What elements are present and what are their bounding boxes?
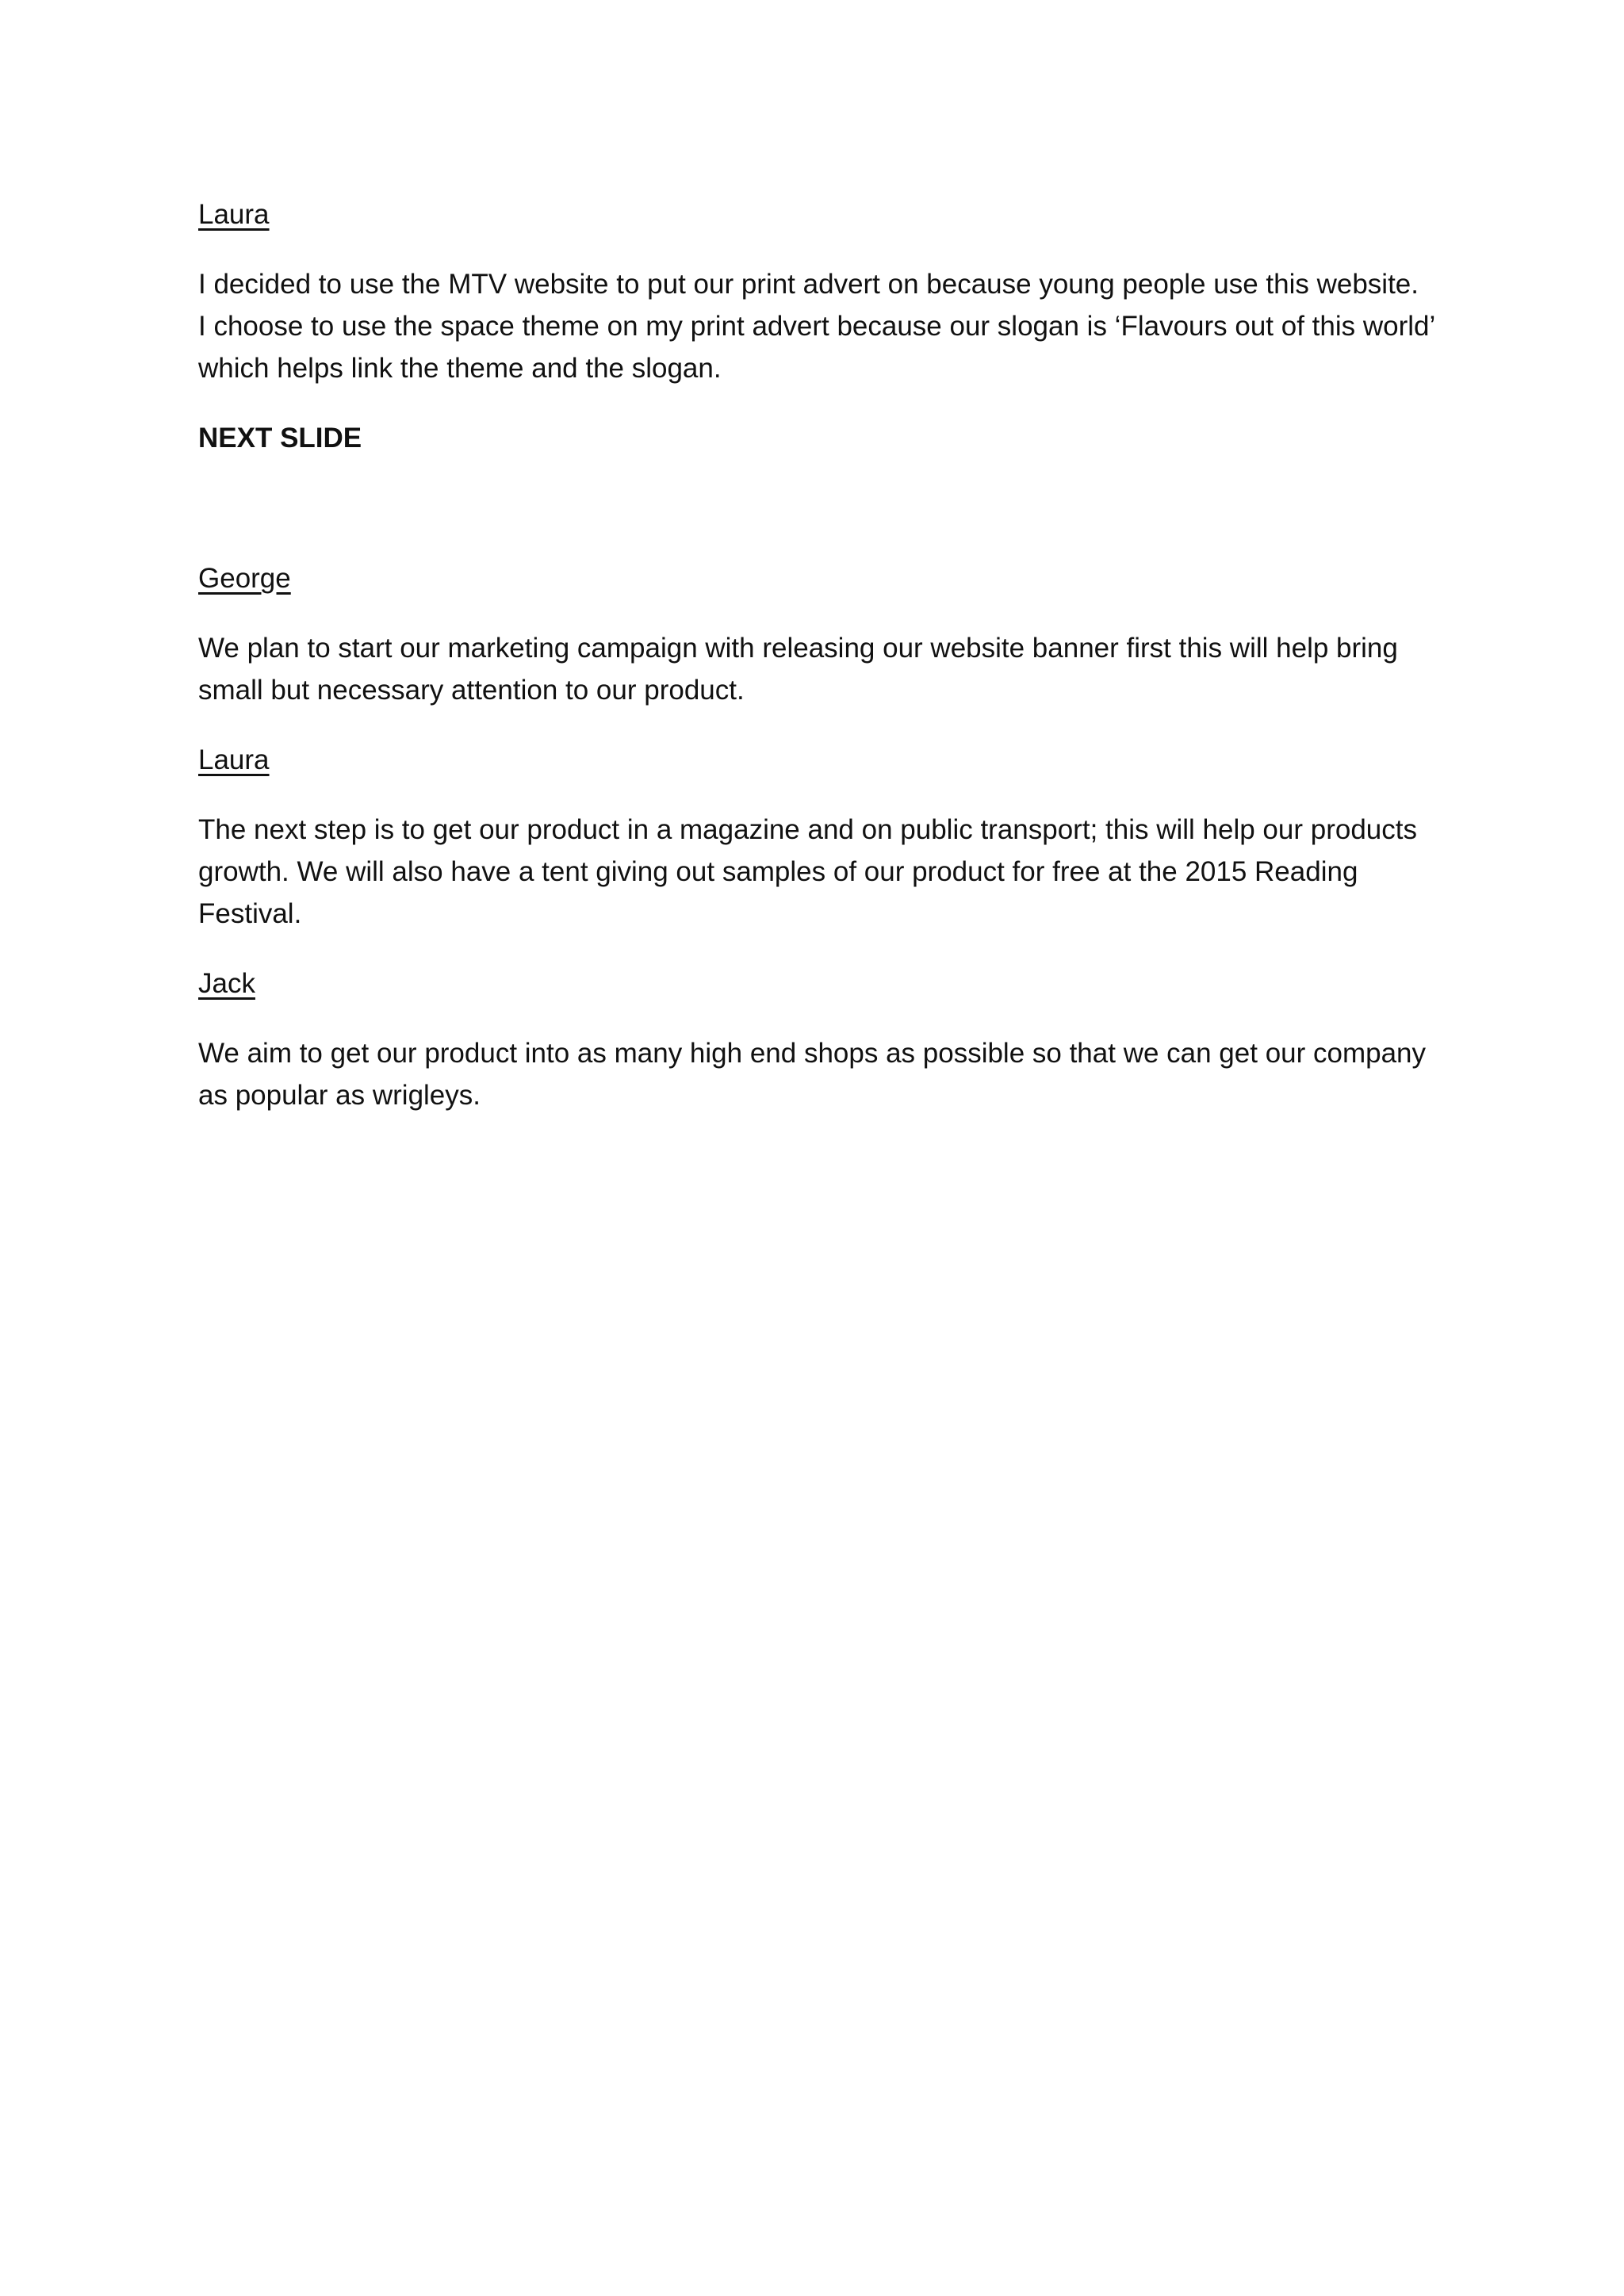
speaker-name: George [198,563,291,594]
paragraph-line: We plan to start our marketing campaign with releasing our website banner first this will help bring [198,633,1398,664]
speaker-name: Laura [198,199,270,230]
speaker-block-george [198,557,1451,711]
paragraph-line: I decided to use the MTV website to put our print advert on because young people use this website. [198,269,1419,300]
paragraph-line: I choose to use the space theme on my print advert because our slogan is ‘Flavours out of this world’ [198,311,1436,342]
paragraph [198,627,1451,711]
speaker-block-laura-2 [198,739,1451,935]
paragraph-line: The next step is to get our product in a magazine and on public transport; this will help our products [198,814,1417,845]
paragraph-line: small but necessary attention to our product. [198,675,745,706]
spacer [198,459,1451,557]
paragraph-line: growth. We will also have a tent giving out samples of our product for free at the 2015 Reading [198,856,1358,887]
next-slide-cue: NEXT SLIDE [198,423,362,453]
speaker-name: Laura [198,744,270,775]
speaker-name: Jack [198,968,255,999]
paragraph-line: Festival. [198,898,302,929]
document-body [198,193,1451,1144]
paragraph-line: which helps link the theme and the slogan. [198,353,722,384]
paragraph [198,263,1451,389]
paragraph [198,1032,1451,1116]
paragraph [198,809,1451,935]
speaker-block-jack [198,962,1451,1116]
paragraph-line: as popular as wrigleys. [198,1080,481,1111]
paragraph-line: We aim to get our product into as many high end shops as possible so that we can get our company [198,1038,1427,1069]
speaker-block-laura [198,193,1451,389]
